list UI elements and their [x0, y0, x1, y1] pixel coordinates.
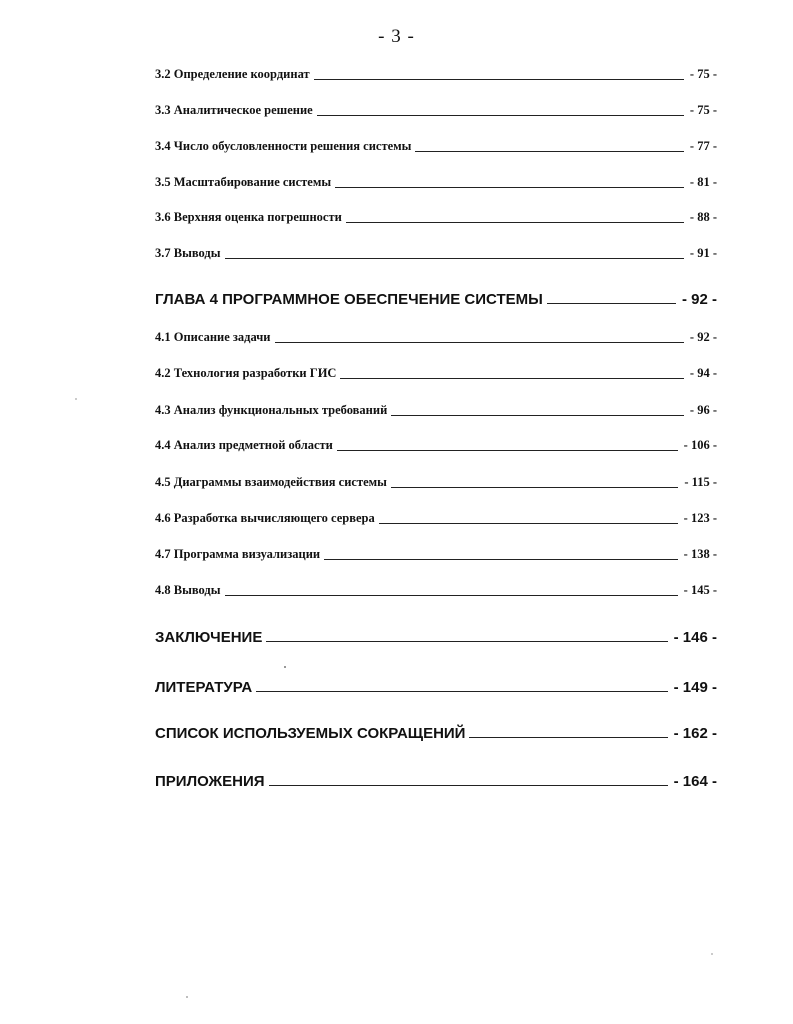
toc-entry-page: - 92 - [681, 291, 717, 308]
toc-entry-title: СПИСОК ИСПОЛЬЗУЕМЫХ СОКРАЩЕНИЙ [155, 725, 466, 742]
table-of-contents [155, 0, 717, 1024]
toc-entry-page: - 96 - [689, 403, 717, 417]
toc-entry-page: - 77 - [689, 139, 717, 153]
toc-entry-literature[interactable] [155, 674, 717, 696]
toc-entry-appendices[interactable] [155, 768, 717, 790]
toc-entry-title: 4.4 Анализ предметной области [155, 438, 333, 452]
toc-entry-title: 4.1 Описание задачи [155, 330, 271, 344]
toc-leader-line [415, 150, 684, 152]
toc-leader-line [547, 302, 676, 304]
toc-entry-4-4[interactable] [155, 435, 717, 453]
toc-leader-line [225, 257, 684, 259]
toc-entry-page: - 75 - [689, 103, 717, 117]
toc-entry-4-6[interactable] [155, 508, 717, 526]
toc-entry-title: 4.8 Выводы [155, 583, 221, 597]
toc-leader-line [269, 784, 668, 786]
toc-entry-4-3[interactable] [155, 400, 717, 418]
toc-leader-line [337, 449, 678, 451]
toc-entry-title: ЛИТЕРАТУРА [155, 679, 253, 696]
toc-entry-conclusion[interactable] [155, 624, 717, 646]
toc-leader-line [314, 78, 684, 80]
scan-speck [75, 398, 77, 400]
toc-entry-title: 3.5 Масштабирование системы [155, 175, 332, 189]
toc-entry-page: - 81 - [689, 175, 717, 189]
toc-entry-page: - 138 - [683, 547, 717, 561]
toc-entry-title: 4.5 Диаграммы взаимодействия системы [155, 475, 387, 489]
toc-entry-page: - 145 - [683, 583, 717, 597]
page-number: - 3 - [378, 26, 415, 47]
toc-entry-4-8[interactable] [155, 580, 717, 598]
toc-entry-page: - 91 - [689, 246, 717, 260]
toc-entry-title: 3.2 Определение координат [155, 67, 310, 81]
toc-leader-line [256, 690, 667, 692]
toc-entry-page: - 94 - [689, 366, 717, 380]
toc-entry-3-4[interactable] [155, 136, 717, 154]
toc-entry-title: 4.2 Технология разработки ГИС [155, 366, 337, 380]
toc-entry-page: - 88 - [689, 210, 717, 224]
toc-entry-3-2[interactable] [155, 64, 717, 82]
toc-leader-line [340, 377, 683, 379]
toc-entry-page: - 123 - [683, 511, 717, 525]
scan-speck [711, 953, 713, 955]
toc-entry-page: - 115 - [684, 475, 717, 489]
toc-entry-3-7[interactable] [155, 243, 717, 261]
toc-entry-title: ЗАКЛЮЧЕНИЕ [155, 629, 263, 646]
toc-entry-abbreviations[interactable] [155, 720, 717, 742]
toc-entry-title: 3.7 Выводы [155, 246, 221, 260]
toc-leader-line [335, 186, 684, 188]
toc-entry-title: 4.3 Анализ функциональных требований [155, 403, 388, 417]
toc-entry-page: - 106 - [683, 438, 717, 452]
scan-speck [284, 666, 286, 668]
toc-entry-title: 4.6 Разработка вычисляющего сервера [155, 511, 375, 525]
toc-entry-chapter-4[interactable] [155, 286, 717, 308]
toc-entry-title: ГЛАВА 4 ПРОГРАММНОЕ ОБЕСПЕЧЕНИЕ СИСТЕМЫ [155, 291, 543, 308]
toc-leader-line [346, 221, 684, 223]
toc-entry-page: - 162 - [673, 725, 717, 742]
toc-entry-page: - 92 - [689, 330, 717, 344]
toc-leader-line [324, 558, 678, 560]
toc-leader-line [266, 640, 667, 642]
toc-leader-line [275, 341, 684, 343]
toc-entry-page: - 164 - [673, 773, 717, 790]
toc-entry-title: 3.4 Число обусловленности решения системы [155, 139, 412, 153]
toc-entry-4-2[interactable] [155, 363, 717, 381]
toc-entry-4-1[interactable] [155, 327, 717, 345]
toc-entry-title: 3.6 Верхняя оценка погрешности [155, 210, 342, 224]
toc-entry-3-3[interactable] [155, 100, 717, 118]
toc-entry-4-7[interactable] [155, 544, 717, 562]
toc-leader-line [225, 594, 678, 596]
toc-leader-line [469, 736, 667, 738]
toc-entry-3-6[interactable] [155, 207, 717, 225]
toc-entry-page: - 149 - [673, 679, 717, 696]
toc-leader-line [391, 486, 678, 488]
scan-speck [186, 996, 188, 998]
toc-leader-line [391, 414, 684, 416]
toc-entry-title: ПРИЛОЖЕНИЯ [155, 773, 265, 790]
toc-entry-3-5[interactable] [155, 172, 717, 190]
toc-entry-page: - 75 - [689, 67, 717, 81]
toc-entry-page: - 146 - [673, 629, 717, 646]
toc-entry-4-5[interactable] [155, 472, 717, 490]
toc-entry-title: 4.7 Программа визуализации [155, 547, 321, 561]
toc-leader-line [379, 522, 678, 524]
toc-leader-line [317, 114, 684, 116]
toc-entry-title: 3.3 Аналитическое решение [155, 103, 313, 117]
